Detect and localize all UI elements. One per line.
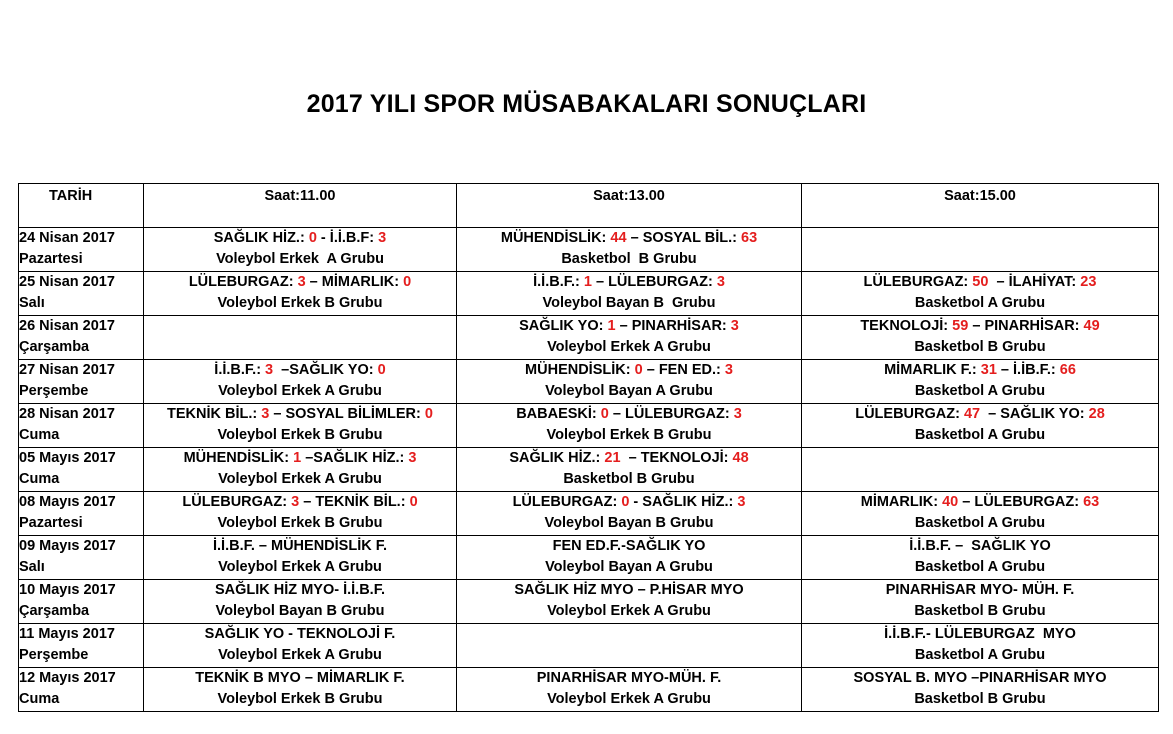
score: 3 [716,274,725,290]
match-cell-s15 [802,272,1159,316]
match-line [802,536,1158,557]
day-text: Salı [19,559,45,575]
match-line [457,448,801,469]
separator: – [299,494,316,510]
group-label: Basketbol A Grubu [914,427,1046,443]
header-row [19,184,1159,228]
score: 3 [378,230,387,246]
team-name: MÜHENDİSLİK: [183,450,294,466]
date-cell [19,360,144,404]
team-name: PINARHİSAR: [631,318,731,334]
separator: – [591,274,609,290]
separator: – [620,450,641,466]
date-text: 26 Nisan 2017 [19,318,115,334]
date-cell [19,448,144,492]
score: 0 [409,494,418,510]
date-cell [19,272,144,316]
score: 63 [741,230,758,246]
team-name: LÜLEBURGAZ: [974,494,1084,510]
score: 1 [583,274,592,290]
date-text: 05 Mayıs 2017 [19,450,116,466]
group-label: Basketbol B Grubu [914,691,1046,707]
group-label: Voleybol Erkek A Grubu [218,559,382,575]
match-cell-s15 [802,316,1159,360]
team-name: İ.İ.B.F. – SAĞLIK YO [909,538,1051,554]
date-text: 11 Mayıs 2017 [19,626,115,642]
team-name: LÜLEBURGAZ: [624,406,734,422]
team-name: MİMARLIK F.: [884,362,981,378]
match-line [457,228,801,249]
day-text: Çarşamba [19,339,90,355]
table-row [19,404,1159,448]
match-cell-s13 [457,316,802,360]
separator: – [608,406,625,422]
group-label: Basketbol A Grubu [914,647,1046,663]
results-table [18,183,1159,712]
match-line [802,668,1158,689]
team-name: MÜHENDİSLİK: [525,362,635,378]
team-name: PINARHİSAR MYO- MÜH. F. [885,582,1075,598]
date-cell [19,316,144,360]
team-name: SAĞLIK HİZ MYO – P.HİSAR MYO [514,582,744,598]
match-line [457,360,801,381]
match-cell-s11 [144,316,457,360]
score: 49 [1083,318,1100,334]
match-cell-s11 [144,360,457,404]
match-cell-s11 [144,448,457,492]
team-name: SOSYAL BİLİMLER: [285,406,425,422]
match-cell-s11 [144,404,457,448]
score: 3 [408,450,417,466]
date-text: 27 Nisan 2017 [19,362,115,378]
date-cell [19,492,144,536]
day-text: Pazartesi [19,251,83,267]
match-line [457,668,801,689]
score: 0 [377,362,386,378]
match-cell-s15 [802,536,1159,580]
score: 66 [1059,362,1076,378]
match-cell-s11 [144,492,457,536]
team-name: PINARHİSAR MYO-MÜH. F. [536,670,722,686]
match-cell-s15 [802,580,1159,624]
match-line [457,492,801,513]
group-label: Voleybol Erkek B Grubu [546,427,712,443]
table-row [19,360,1159,404]
group-label: Voleybol Erkek A Grubu [218,383,382,399]
group-label: Basketbol B Grubu [561,251,697,267]
match-cell-s11 [144,668,457,712]
score: 44 [610,230,627,246]
match-cell-s11 [144,624,457,668]
score: 3 [265,362,274,378]
score: 1 [607,318,616,334]
day-text: Cuma [19,427,60,443]
team-name: MÜHENDİSLİK: [500,230,611,246]
date-text: 12 Mayıs 2017 [19,670,116,686]
day-text: Salı [19,295,45,311]
group-label: Voleybol Erkek A Grubu [218,471,382,487]
group-label: Voleybol Erkek B Grubu [217,515,383,531]
group-label: Basketbol B Grubu [914,339,1046,355]
table-row [19,272,1159,316]
match-line [457,580,801,601]
match-cell-s13 [457,624,802,668]
score: 0 [403,274,412,290]
group-label: Voleybol Erkek B Grubu [217,295,383,311]
group-label: Voleybol Bayan B Grubu [544,515,714,531]
match-cell-s13 [457,668,802,712]
date-text: 28 Nisan 2017 [19,406,115,422]
team-name: SAĞLIK YO: [519,318,608,334]
match-cell-s13 [457,360,802,404]
team-name: SAĞLIK HİZ MYO- İ.İ.B.F. [215,582,385,598]
group-label: Voleybol Erkek B Grubu [217,427,383,443]
team-name: MİMARLIK: [860,494,943,510]
date-text: 24 Nisan 2017 [19,230,115,246]
score: 3 [733,406,742,422]
match-line [144,404,456,425]
header-slot-13: Saat:13.00 [457,184,802,228]
date-text: 10 Mayıs 2017 [19,582,116,598]
match-line [457,272,801,293]
score: 50 [972,274,989,290]
group-label: Basketbol B Grubu [563,471,695,487]
team-name: TEKNİK BİL.: [315,494,410,510]
score: 3 [297,274,306,290]
score: 47 [963,406,981,422]
match-line [144,448,456,469]
match-cell-s13 [457,448,802,492]
separator: – [996,362,1014,378]
group-label: Voleybol Bayan A Grubu [545,383,713,399]
team-name: İ.İ.B.F. – MÜHENDİSLİK F. [212,538,387,554]
separator: – [305,274,322,290]
score: 59 [952,318,969,334]
match-line [802,316,1158,337]
match-line [802,404,1158,425]
day-text: Pazartesi [19,515,83,531]
team-name: FEN ED.F.-SAĞLIK YO [552,538,706,554]
group-label: Basketbol A Grubu [914,295,1046,311]
team-name: TEKNİK B MYO – MİMARLIK F. [195,670,405,686]
score: 0 [600,406,609,422]
table-row [19,316,1159,360]
match-line [457,536,801,557]
team-name: İ.İ.B.F.- LÜLEBURGAZ MYO [884,626,1076,642]
match-cell-s13 [457,404,802,448]
match-cell-s13 [457,492,802,536]
group-label: Voleybol Erkek A Grubu [547,691,711,707]
score: 1 [293,450,302,466]
team-name: TEKNOLOJİ: [860,318,953,334]
group-label: Voleybol Erkek A Grubu [547,339,711,355]
day-text: Perşembe [19,647,89,663]
score: 0 [634,362,643,378]
header-date: TARİH [19,184,144,228]
team-name: SOSYAL BİL.: [642,230,741,246]
score: 3 [291,494,300,510]
team-name: SAĞLIK HİZ.: [213,230,309,246]
score: 31 [980,362,997,378]
match-cell-s13 [457,228,802,272]
match-cell-s11 [144,536,457,580]
group-label: Voleybol Erkek A Grubu [216,251,384,267]
header-slot-15: Saat:15.00 [802,184,1159,228]
date-cell [19,624,144,668]
date-cell [19,668,144,712]
table-row [19,536,1159,580]
separator: – [968,318,985,334]
day-text: Çarşamba [19,603,90,619]
date-cell [19,404,144,448]
match-cell-s15 [802,360,1159,404]
score: 40 [942,494,959,510]
match-line [144,228,456,249]
separator: – [642,362,659,378]
group-label: Voleybol Bayan A Grubu [545,559,713,575]
score: 48 [732,450,749,466]
score: 0 [621,494,630,510]
match-line [457,404,801,425]
team-name: İLAHİYAT: [1008,274,1081,290]
score: 28 [1088,406,1105,422]
match-cell-s15 [802,404,1159,448]
group-label: Voleybol Erkek A Grubu [218,647,382,663]
separator: – [301,450,314,466]
table-row [19,492,1159,536]
match-line [802,492,1158,513]
score: 0 [424,406,433,422]
table-row [19,580,1159,624]
score: 3 [724,362,733,378]
separator: – [269,406,286,422]
group-label: Basketbol A Grubu [914,559,1046,575]
date-text: 25 Nisan 2017 [19,274,115,290]
match-cell-s13 [457,580,802,624]
team-name: SAĞLIK HİZ.: [313,450,409,466]
match-cell-s15 [802,448,1159,492]
separator: – [615,318,632,334]
match-line [802,360,1158,381]
score: 0 [308,230,317,246]
match-line [802,272,1158,293]
team-name: SOSYAL B. MYO –PINARHİSAR MYO [853,670,1107,686]
score: 3 [261,406,270,422]
score: 23 [1080,274,1097,290]
team-name: LÜLEBURGAZ: [855,406,964,422]
match-cell-s13 [457,536,802,580]
date-cell [19,228,144,272]
group-label: Basketbol A Grubu [914,383,1046,399]
page-title: 2017 YILI SPOR MÜSABAKALARI SONUÇLARI [306,90,867,118]
match-cell-s15 [802,624,1159,668]
team-name: PINARHİSAR: [984,318,1084,334]
match-line [457,316,801,337]
team-name: İ.İ.B.F: [329,230,379,246]
score: 21 [604,450,621,466]
match-line [144,536,456,557]
separator: – [958,494,975,510]
match-line [144,272,456,293]
team-name: SAĞLIK YO: [1000,406,1089,422]
separator: – [980,406,1001,422]
date-cell [19,580,144,624]
team-name: TEKNİK BİL.: [167,406,262,422]
header-slot-11: Saat:11.00 [144,184,457,228]
match-line [144,492,456,513]
date-text: 09 Mayıs 2017 [19,538,116,554]
match-line [144,668,456,689]
team-name: LÜLEBURGAZ: [608,274,717,290]
team-name: SAĞLIK YO: [289,362,378,378]
table-row [19,448,1159,492]
match-line [802,580,1158,601]
group-label: Voleybol Bayan B Grubu [215,603,385,619]
match-cell-s15 [802,228,1159,272]
day-text: Perşembe [19,383,89,399]
separator: – [273,362,290,378]
separator: - [629,494,643,510]
table-row [19,624,1159,668]
group-label: Basketbol A Grubu [914,515,1046,531]
separator: – [626,230,643,246]
team-name: FEN ED.: [658,362,725,378]
team-name: LÜLEBURGAZ: [512,494,622,510]
table-row [19,228,1159,272]
match-cell-s15 [802,668,1159,712]
date-cell [19,536,144,580]
match-cell-s13 [457,272,802,316]
score: 63 [1083,494,1100,510]
match-cell-s15 [802,492,1159,536]
match-line [144,360,456,381]
team-name: İ.İB.F.: [1013,362,1060,378]
group-label: Voleybol Erkek B Grubu [217,691,383,707]
score: 3 [737,494,746,510]
day-text: Cuma [19,471,60,487]
match-cell-s11 [144,228,457,272]
team-name: BABAESKİ: [516,406,601,422]
score: 3 [730,318,739,334]
group-label: Basketbol B Grubu [914,603,1046,619]
match-cell-s11 [144,272,457,316]
table-row [19,668,1159,712]
team-name: LÜLEBURGAZ: [863,274,973,290]
team-name: SAĞLIK HİZ.: [509,450,605,466]
group-label: Voleybol Erkek A Grubu [547,603,711,619]
match-line [802,624,1158,645]
separator: – [988,274,1009,290]
match-line [144,580,456,601]
match-line [144,624,456,645]
match-cell-s11 [144,580,457,624]
team-name: LÜLEBURGAZ: [188,274,298,290]
date-text: 08 Mayıs 2017 [19,494,116,510]
team-name: MİMARLIK: [321,274,404,290]
separator: - [316,230,330,246]
results-body [19,228,1159,712]
team-name: İ.İ.B.F.: [214,362,266,378]
group-label: Voleybol Bayan B Grubu [542,295,716,311]
team-name: SAĞLIK YO - TEKNOLOJİ F. [204,626,396,642]
day-text: Cuma [19,691,60,707]
team-name: LÜLEBURGAZ: [182,494,292,510]
team-name: İ.İ.B.F.: [533,274,584,290]
team-name: TEKNOLOJİ: [640,450,733,466]
team-name: SAĞLIK HİZ.: [642,494,738,510]
